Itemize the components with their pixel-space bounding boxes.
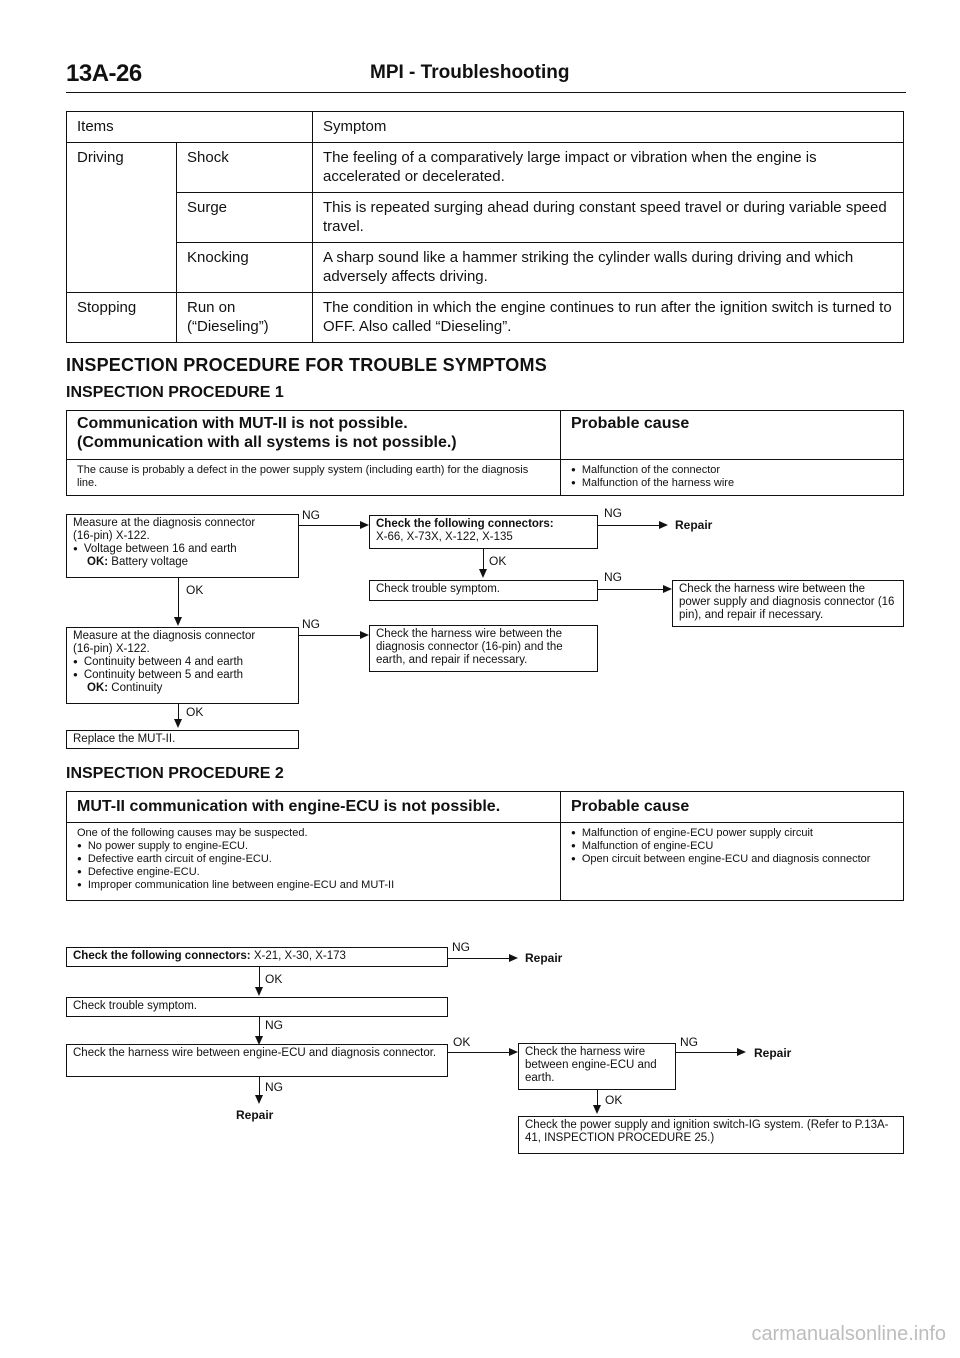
box-text: Check trouble symptom. [376, 583, 500, 595]
ok-label: OK: [87, 556, 109, 568]
arrow-down-icon [593, 1105, 601, 1114]
section-heading: INSPECTION PROCEDURE FOR TROUBLE SYMPTOMS [66, 355, 547, 375]
cause-item: ● Malfunction of the connector [571, 464, 893, 477]
item-cell: Shock [177, 143, 313, 193]
ok-label: OK [265, 972, 283, 986]
box-text: ● Voltage between 16 and earth [73, 543, 292, 556]
probable-cause-label: Probable cause [571, 798, 690, 815]
box-text: ● Continuity between 4 and earth [73, 656, 292, 669]
box-text: Measure at the diagnosis connector [73, 630, 256, 642]
connector-line [483, 549, 484, 571]
arrow-right-icon [659, 521, 668, 529]
cause-item: ● Open circuit between engine-ECU and diagnosis connector [571, 853, 893, 866]
suspect-item: ● Defective engine-ECU. [77, 866, 550, 879]
group-cell [67, 243, 177, 293]
arrow-down-icon [255, 1095, 263, 1104]
repair-label: Repair [754, 1046, 792, 1060]
box-text: Check the harness wire between engine-ECU and diagnosis connector. [73, 1047, 437, 1059]
ng-label: NG [265, 1080, 283, 1094]
arrow-right-icon [360, 521, 369, 529]
arrow-down-icon [479, 569, 487, 578]
flow2-box-c [66, 1044, 448, 1077]
connector-line [598, 525, 660, 526]
procedure-1-title-line2: (Communication with all systems is not possible.) [77, 434, 457, 451]
symptom-cell: This is repeated surging ahead during constant speed travel or during variable speed travel. [313, 193, 904, 243]
ng-label: NG [604, 570, 622, 584]
flow1-box-a [66, 514, 299, 578]
arrow-down-icon [174, 719, 182, 728]
flow1-box-d [672, 580, 904, 627]
flow1-box-f [369, 625, 598, 672]
arrow-down-icon [255, 987, 263, 996]
box-text: Check the power supply and ignition switch-IG system. (Refer to P.13A-41, INSPECTION PROCEDURE 25.) [525, 1119, 889, 1144]
cause-item: ● Malfunction of engine-ECU [571, 840, 893, 853]
suspect-item: ● Defective earth circuit of engine-ECU. [77, 853, 550, 866]
symptom-cell: A sharp sound like a hammer striking the cylinder walls during driving and which adversely affects driving. [313, 243, 904, 293]
group-cell: Driving [67, 143, 177, 193]
ng-label: NG [302, 508, 320, 522]
flow1-box-b [369, 515, 598, 549]
suspect-intro: One of the following causes may be suspected. [77, 827, 308, 839]
procedure-2-heading: INSPECTION PROCEDURE 2 [66, 765, 284, 782]
page-title: MPI - Troubleshooting [370, 62, 570, 83]
box-text: Check the harness wire between engine-ECU and earth. [525, 1046, 657, 1084]
table-row [67, 293, 904, 343]
connector-line [299, 525, 361, 526]
ng-label: NG [265, 1018, 283, 1032]
symptom-table [66, 111, 904, 343]
procedure-1-title-line1: Communication with MUT-II is not possible. [77, 415, 408, 432]
box-text: Check trouble symptom. [73, 1000, 197, 1012]
group-cell [67, 193, 177, 243]
page-number: 13A-26 [66, 60, 142, 87]
flow2-box-e [518, 1116, 904, 1154]
connector-line [259, 1077, 260, 1097]
arrow-right-icon [737, 1048, 746, 1056]
arrow-right-icon [360, 631, 369, 639]
item-cell: Surge [177, 193, 313, 243]
symptom-cell: The feeling of a comparatively large impact or vibration when the engine is accelerated or decelerated. [313, 143, 904, 193]
connector-line [676, 1052, 738, 1053]
connector-line [259, 967, 260, 989]
flow2-box-a [66, 947, 448, 967]
arrow-right-icon [509, 1048, 518, 1056]
connector-line [448, 958, 510, 959]
ok-label: OK: [87, 682, 109, 694]
connector-line [178, 578, 179, 620]
header-rule [66, 92, 906, 93]
items-header: Items [67, 112, 313, 143]
box-text: Check the harness wire between the power supply and diagnosis connector (16 pin), and repair if necessary. [679, 583, 895, 621]
ok-label: OK [186, 583, 204, 597]
cause-item: ● Malfunction of the harness wire [571, 477, 893, 490]
arrow-right-icon [663, 585, 672, 593]
ng-label: NG [302, 617, 320, 631]
procedure-2-title: MUT-II communication with engine-ECU is not possible. [77, 798, 501, 815]
box-text: Check the following connectors: [73, 950, 251, 962]
box-text: X-66, X-73X, X-122, X-135 [376, 531, 513, 543]
repair-label: Repair [675, 518, 713, 532]
watermark: carmanualsonline.info [751, 1323, 946, 1345]
box-text: Check the harness wire between the diagnosis connector (16-pin) and the earth, and repair if necessary. [376, 628, 563, 666]
arrow-down-icon [174, 617, 182, 626]
box-text: Check the following connectors: [376, 518, 554, 530]
ok-label: OK [605, 1093, 623, 1107]
box-text: (16-pin) X-122. [73, 530, 150, 542]
ok-value: Continuity [111, 682, 163, 694]
box-text: (16-pin) X-122. [73, 643, 150, 655]
box-text: ● Continuity between 5 and earth [73, 669, 292, 682]
table-row [67, 243, 904, 293]
ng-label: NG [604, 506, 622, 520]
repair-label: Repair [525, 951, 563, 965]
ok-value: Battery voltage [111, 556, 189, 568]
flow1-box-e [66, 627, 299, 704]
arrow-right-icon [509, 954, 518, 962]
table-row [67, 193, 904, 243]
procedure-1-table [66, 410, 904, 496]
procedure-1-heading: INSPECTION PROCEDURE 1 [66, 384, 284, 401]
ok-label: OK [186, 705, 204, 719]
repair-label: Repair [236, 1108, 274, 1122]
connector-line [299, 635, 361, 636]
ng-label: NG [680, 1035, 698, 1049]
ok-label: OK [489, 554, 507, 568]
box-text: Replace the MUT-II. [73, 733, 176, 745]
connector-line [259, 1017, 260, 1038]
connector-line [448, 1052, 510, 1053]
procedure-2-table [66, 791, 904, 901]
item-cell: Knocking [177, 243, 313, 293]
flow2-box-b [66, 997, 448, 1017]
group-cell: Stopping [67, 293, 177, 343]
symptom-cell: The condition in which the engine continues to run after the ignition switch is turned to OFF. Also called “Dieseling”. [313, 293, 904, 343]
suspect-item: ● No power supply to engine-ECU. [77, 840, 550, 853]
box-text: X-21, X-30, X-173 [253, 950, 346, 962]
table-header-row [67, 112, 904, 143]
suspect-item: ● Improper communication line between engine-ECU and MUT-II [77, 879, 550, 892]
cause-item: ● Malfunction of engine-ECU power supply circuit [571, 827, 893, 840]
ng-label: NG [452, 940, 470, 954]
item-cell: Run on (“Dieseling”) [177, 293, 313, 343]
box-text: Measure at the diagnosis connector [73, 517, 256, 529]
symptom-header: Symptom [313, 112, 904, 143]
flow1-box-c [369, 580, 598, 601]
probable-cause-label: Probable cause [571, 415, 690, 432]
flow1-box-g [66, 730, 299, 749]
connector-line [598, 589, 664, 590]
procedure-1-description: The cause is probably a defect in the power supply system (including earth) for the diagnosis line. [67, 460, 561, 496]
table-row [67, 143, 904, 193]
ok-label: OK [453, 1035, 471, 1049]
flow2-box-d [518, 1043, 676, 1090]
